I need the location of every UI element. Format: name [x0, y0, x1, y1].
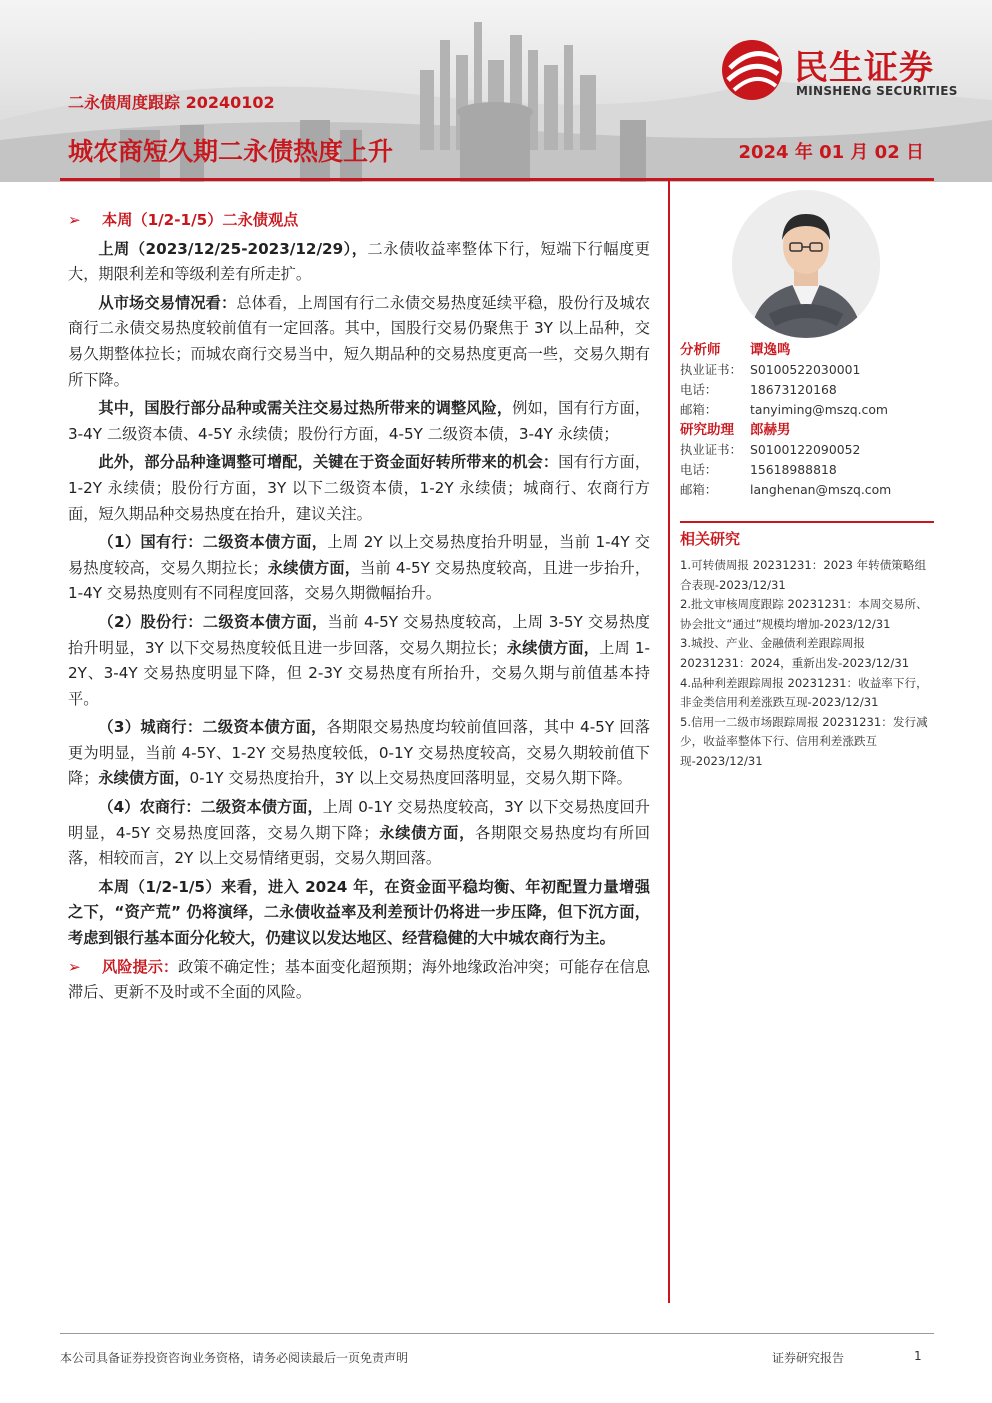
analyst-role-row: [680, 340, 934, 360]
paragraph-text: 上周 1-2Y、3-4Y 交易热度明显下降，但 2-3Y 交易热度有所抬升，交易久期与前值基本持平。: [68, 638, 650, 708]
analyst-info: [680, 340, 934, 500]
logo-text-en: MINSHENG SECURITIES: [796, 84, 958, 98]
email-label: 邮箱：: [680, 482, 718, 497]
bold-lead: 永续债方面，: [506, 638, 600, 657]
paragraph-outlook: 本周（1/2-1/5）来看，进入 2024 年，在资金面平稳均衡、年初配置力量增强之下，“资产荒” 仍将演绎，二永债收益率及利差预计仍将进一步压降，但下沉方面，考虑到银行基本面分化较大，仍建议以发达地区、经营稳健的大中城农商行为主。: [68, 877, 650, 948]
column-divider: [668, 181, 670, 1303]
bold-lead: 上周（2023/12/25-2023/12/29），: [98, 239, 368, 258]
assistant-cert-row: [680, 440, 934, 460]
analyst-email-row: [680, 400, 934, 420]
assistant-name: 郎赫男: [750, 422, 791, 438]
analyst-phone: 18673120168: [750, 382, 837, 397]
email-label: 邮箱：: [680, 402, 718, 417]
assistant-phone: 15618988818: [750, 462, 837, 477]
bold-lead: （4）农商行：二级资本债方面，: [98, 798, 323, 817]
bold-lead: （1）国有行：二级资本债方面，: [98, 533, 328, 552]
related-research-item[interactable]: 2.批文审核周度跟踪 20231231：本周交易所、协会批文“通过”规模均增加-2023/12/31: [680, 597, 928, 631]
arrow-right-icon: ➢: [68, 211, 81, 229]
paragraph-text: 0-1Y 交易热度抬升，3Y 以上交易热度回落明显，交易久期下降。: [189, 769, 632, 788]
paragraph-city-banks: [68, 715, 650, 792]
bold-lead: （2）股份行：二级资本债方面，: [98, 612, 328, 631]
header-divider: [60, 178, 934, 181]
assistant-email[interactable]: langhenan@mszq.com: [750, 482, 892, 497]
phone-label: 电话：: [680, 382, 718, 397]
sidebar-divider: [680, 521, 934, 523]
bold-lead: 其中，国股行部分品种或需关注交易过热所带来的调整风险，: [98, 399, 513, 418]
risk-warning: [68, 955, 650, 1006]
paragraph-text: 国有行方面，1-2Y 永续债；股份行方面，3Y 以下二级资本债，1-2Y 永续债；城商行、农商行方面，短久期品种交易热度在抬升，建议关注。: [68, 453, 651, 523]
assistant-email-row: [680, 480, 934, 500]
bold-lead: 永续债方面，: [378, 823, 476, 842]
report-series: 二永债周度跟踪 20240102: [68, 93, 275, 112]
paragraph-text: 例如，国有行方面，3-4Y 二级资本债、4-5Y 永续债；股份行方面，4-5Y 二级资本债，3-4Y 永续债；: [68, 399, 651, 443]
section-title: 本周（1/2-1/5）二永债观点: [102, 211, 299, 229]
bold-lead: 永续债方面，: [267, 558, 361, 577]
analyst-role: 分析师: [680, 342, 721, 358]
analyst-cert-row: [680, 360, 934, 380]
paragraph-last-week: [68, 237, 650, 288]
paragraph-market-trading: [68, 291, 650, 393]
bold-lead: 此外，部分品种逢调整可增配，关键在于资金面好转所带来的机会：: [98, 453, 559, 472]
bold-lead: 从市场交易情况看：: [98, 293, 237, 312]
paragraph-state-banks: [68, 530, 650, 607]
related-research-item[interactable]: 5.信用一二级市场跟踪周报 20231231：发行减少，收益率整体下行、信用利差涨跌互现-2023/12/31: [680, 714, 928, 768]
phone-label: 电话：: [680, 462, 718, 477]
report-date: 2024 年 01 月 02 日: [738, 142, 924, 163]
paragraph-text: 上周 2Y 以上交易热度抬升明显，当前 1-4Y 交易热度较高，交易久期拉长；: [68, 533, 650, 577]
paragraph-text: 各期限交易热度均较前值回落，其中 4-5Y 回落更为明显，当前 4-5Y、1-2Y 交易热度较低，0-1Y 交易热度较高，交易久期较前值下降；: [68, 718, 650, 788]
paragraph-joint-stock-banks: [68, 610, 650, 712]
paragraph-text: 总体看，上周国有行二永债交易热度延续平稳，股份行及城农商行二永债交易热度较前值有一定回落。其中，国股行交易仍聚焦于 3Y 以上品种，交易久期整体拉长；而城农商行交易当中，短久期品种的交易热度更高一些，交易久期有所下降。: [68, 293, 651, 389]
logo-text-cn: 民生证券: [794, 48, 934, 88]
assistant-phone-row: [680, 460, 934, 480]
footer-divider: [60, 1333, 934, 1334]
analyst-email[interactable]: tanyiming@mszq.com: [750, 402, 888, 417]
paragraph-opportunity: [68, 450, 650, 527]
bold-lead: （3）城商行：二级资本债方面，: [98, 718, 327, 737]
related-research-title: 相关研究: [680, 530, 741, 548]
analyst-photo: [732, 190, 880, 338]
related-research-item[interactable]: 1.可转债周报 20231231：2023 年转债策略组合表现-2023/12/31: [680, 558, 927, 592]
section-heading: [68, 208, 650, 234]
assistant-cert: S0100122090052: [750, 442, 861, 457]
paragraph-rural-banks: [68, 795, 650, 872]
report-header: [0, 0, 992, 182]
assistant-role: 研究助理: [680, 422, 734, 438]
paragraph-text: 二永债收益率整体下行，短端下行幅度更大，期限利差和等级利差有所走扩。: [68, 239, 650, 284]
minsheng-logo: [720, 38, 970, 102]
paragraph-adjust-risk: [68, 396, 650, 447]
related-research-item[interactable]: 3.城投、产业、金融债利差跟踪周报 20231231：2024，重新出发-2023/12/31: [680, 636, 910, 670]
page-number: 1: [914, 1349, 922, 1363]
paragraph-text: 各期限交易热度均有所回落，相较而言，2Y 以上交易情绪更弱，交易久期回落。: [68, 823, 650, 868]
paragraph-text: 当前 4-5Y 交易热度较高，上周 3-5Y 交易热度抬升明显，3Y 以下交易热度较低且进一步回落，交易久期拉长；: [68, 612, 650, 657]
cert-label: 执业证书：: [680, 442, 742, 457]
analyst-cert: S0100522030001: [750, 362, 861, 377]
assistant-role-row: [680, 420, 934, 440]
paragraph-text: 上周 0-1Y 交易热度较高，3Y 以下交易热度回升明显，4-5Y 交易热度回落，交易久期下降；: [68, 798, 650, 842]
risk-label: 风险提示：: [102, 957, 179, 976]
analyst-name: 谭逸鸣: [750, 342, 791, 358]
related-research-item[interactable]: 4.品种利差跟踪周报 20231231：收益率下行，非金类信用利差涨跌互现-2023/12/31: [680, 675, 928, 710]
footer-report-type: 证券研究报告: [772, 1351, 845, 1365]
analyst-phone-row: [680, 380, 934, 400]
paragraph-text: 当前 4-5Y 交易热度较高，且进一步抬升，1-4Y 交易热度则有不同程度回落，交易久期微幅抬升。: [68, 558, 651, 603]
related-research-list: [680, 556, 930, 772]
cert-label: 执业证书：: [680, 362, 742, 377]
main-content: [68, 208, 650, 1006]
minsheng-logo-icon: [720, 38, 786, 102]
bold-lead: 永续债方面，: [98, 769, 190, 788]
footer-disclaimer: 本公司具备证券投资咨询业务资格，请务必阅读最后一页免责声明: [60, 1351, 409, 1365]
arrow-right-icon: ➢: [68, 957, 81, 976]
report-title: 城农商短久期二永债热度上升: [68, 137, 394, 166]
risk-text: 政策不确定性；基本面变化超预期；海外地缘政治冲突；可能存在信息滞后、更新不及时或不全面的风险。: [68, 957, 651, 1002]
analyst-portrait-icon: [732, 190, 880, 338]
